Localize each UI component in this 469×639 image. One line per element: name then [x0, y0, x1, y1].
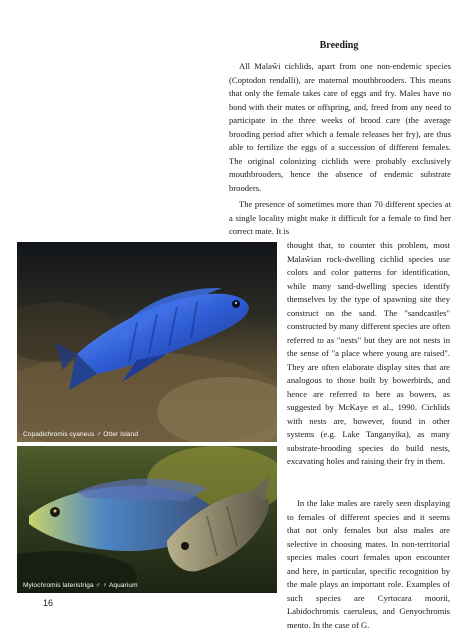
- section-heading: Breeding: [319, 40, 359, 51]
- page-number: 16: [43, 598, 54, 608]
- photo-copadichromis: [17, 242, 277, 442]
- photo-caption-1: Copadichromis cyaneus ♂ Otter Island: [23, 431, 139, 438]
- fish-photo-pair: [17, 446, 277, 593]
- fish-photo-blue: [17, 242, 277, 442]
- paragraph-3: In the lake males are rarely seen displaying to females of different species and it seems that not only females but also males are selective in choosing mates. In non-territorial species males court females upon encounter and here, in particular, specific recognition by the male plays an important role. Examples of such species are Cyrtocara moorii, Labidochromis caeruleus, and Genyochromis mento. In the case of G.: [287, 498, 450, 630]
- paragraph-1: All Malaŵi cichlids, apart from one non-endemic species (Coptodon rendalli), are maternal mouthbrooders. This means that only the female takes care of eggs and fry. Males have no bond with their mates or offspring, and, freed from any need to participate in the three weeks of brood care (the average brooding period after which a female releases her fry), are thus able to fertilize the eggs of a succession of different females. The original colonizing cichlids were probably exclusively mouthbrooders, hence the absence of endemic substrate brooders.: [229, 61, 451, 193]
- paragraph-2-rest: thought that, to counter this problem, most Malaŵian rock-dwelling cichlid species use colors and color patterns for identification, while many sand-dwelling species identify themselves by the type of spawning site they construct on the sand. The "sandcastles" constructed by many different species are often referred to as "nests" but they are not nests in the sense of "a place where young are raised". They are often elaborate display sites that are analogous to those built by bowerbirds, and hence are referred to here as bowers, as suggested by McKaye et al., 1990. Cichlids with nests are, however, found in other systems (e.g. Lake Tanganyika), as many substrate-brooding species do build nests, excavating holes and raising their fry in them.: [287, 240, 450, 466]
- paragraph-2-top: The presence of sometimes more than 70 different species at a single locality might make it difficult for a female to find her correct mate. It is: [229, 199, 451, 236]
- photo-mylochromis: [17, 446, 277, 593]
- photo-caption-2: Mylochromis lateristriga ♂ ♀ Aquarium: [23, 582, 138, 589]
